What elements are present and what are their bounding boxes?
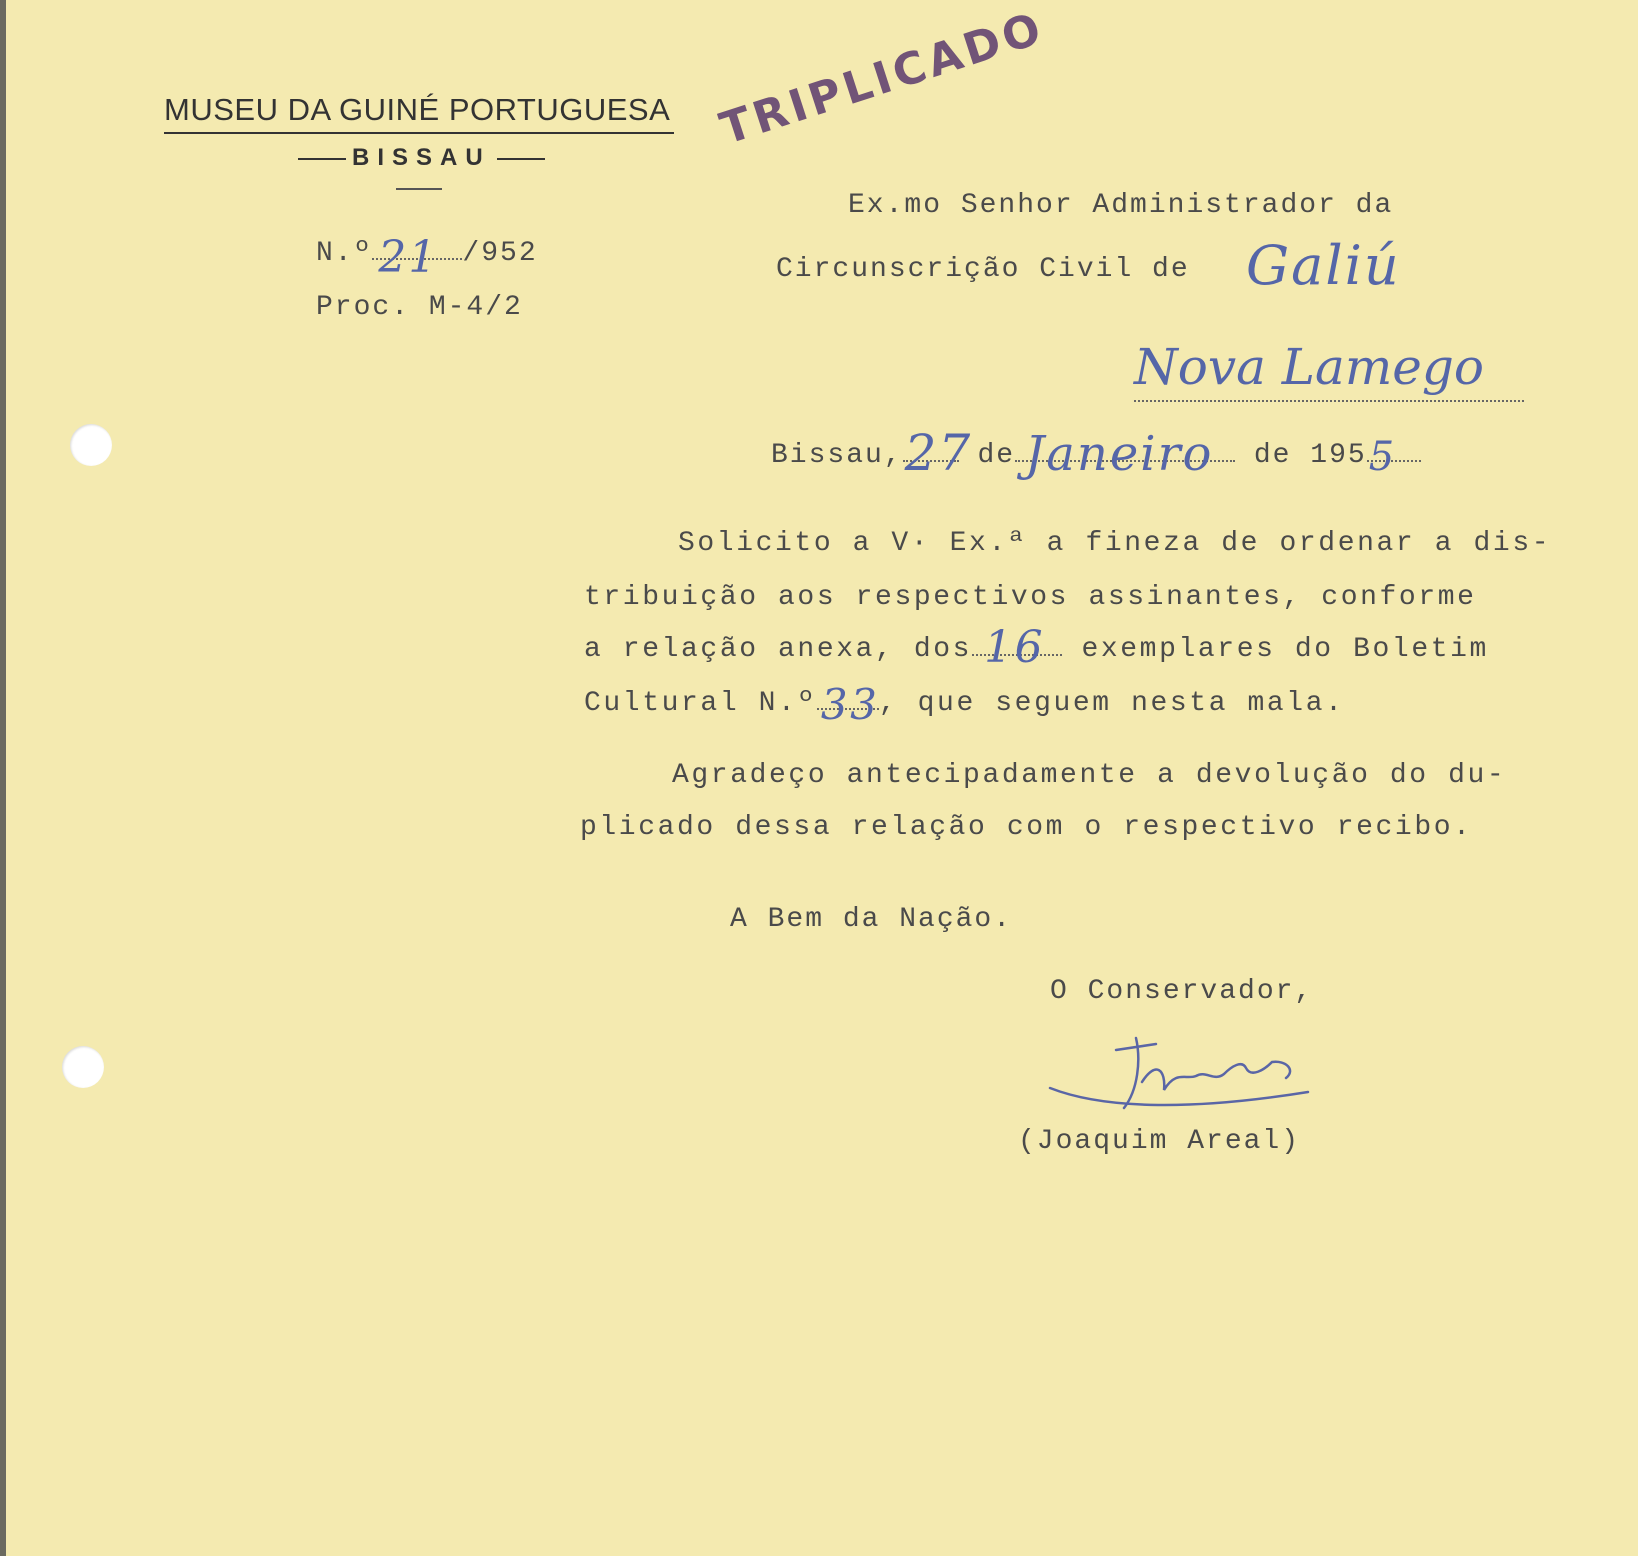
body-line: tribuição aos respectivos assinantes, conforme: [584, 582, 1477, 613]
body-line: Agradeço antecipadamente a devolução do du-: [672, 760, 1507, 791]
handwritten-region: Nova Lamego: [1134, 338, 1524, 402]
signatory-name: (Joaquim Areal): [1018, 1126, 1301, 1157]
handwritten-signature: [1046, 1030, 1326, 1130]
body-line: plicado dessa relação com o respectivo recibo.: [580, 812, 1473, 843]
addressee-line-2: Circunscrição Civil de Galiú: [776, 234, 1401, 297]
punch-hole: [70, 424, 112, 466]
addressee-line-1: Ex.mo Senhor Administrador da: [848, 190, 1394, 221]
divider: [396, 188, 442, 190]
handwritten-number: 21: [378, 232, 439, 283]
body-line: Solicito a V· Ex.ª a fineza de ordenar a dis-: [678, 528, 1552, 559]
handwritten-month: Janeiro: [1025, 426, 1214, 482]
signatory-title: O Conservador,: [1050, 976, 1314, 1007]
triplicado-stamp: TRIPLICADO: [714, 2, 1051, 156]
letterhead-institution: MUSEU DA GUINÉ PORTUGUESA: [164, 92, 674, 134]
reference-number: N.º 21 /952: [316, 232, 538, 283]
handwritten-issue: 33: [820, 680, 880, 729]
handwritten-year: 5: [1368, 434, 1397, 480]
punch-hole: [62, 1046, 104, 1088]
process-reference: Proc. M-4/2: [316, 292, 523, 323]
closing-salutation: A Bem da Nação.: [730, 904, 1013, 935]
date-line: Bissau, 27 de Janeiro de 195 5: [771, 440, 1421, 471]
body-line: a relação anexa, dos 16 exemplares do Boletim: [584, 622, 1489, 673]
letterhead-city: BISSAU: [292, 144, 551, 172]
body-line: Cultural N.º 33 , que seguem nesta mala.: [584, 680, 1345, 729]
handwritten-place: Galiú: [1246, 234, 1401, 297]
handwritten-day: 27: [904, 424, 973, 482]
handwritten-copies: 16: [984, 622, 1046, 673]
